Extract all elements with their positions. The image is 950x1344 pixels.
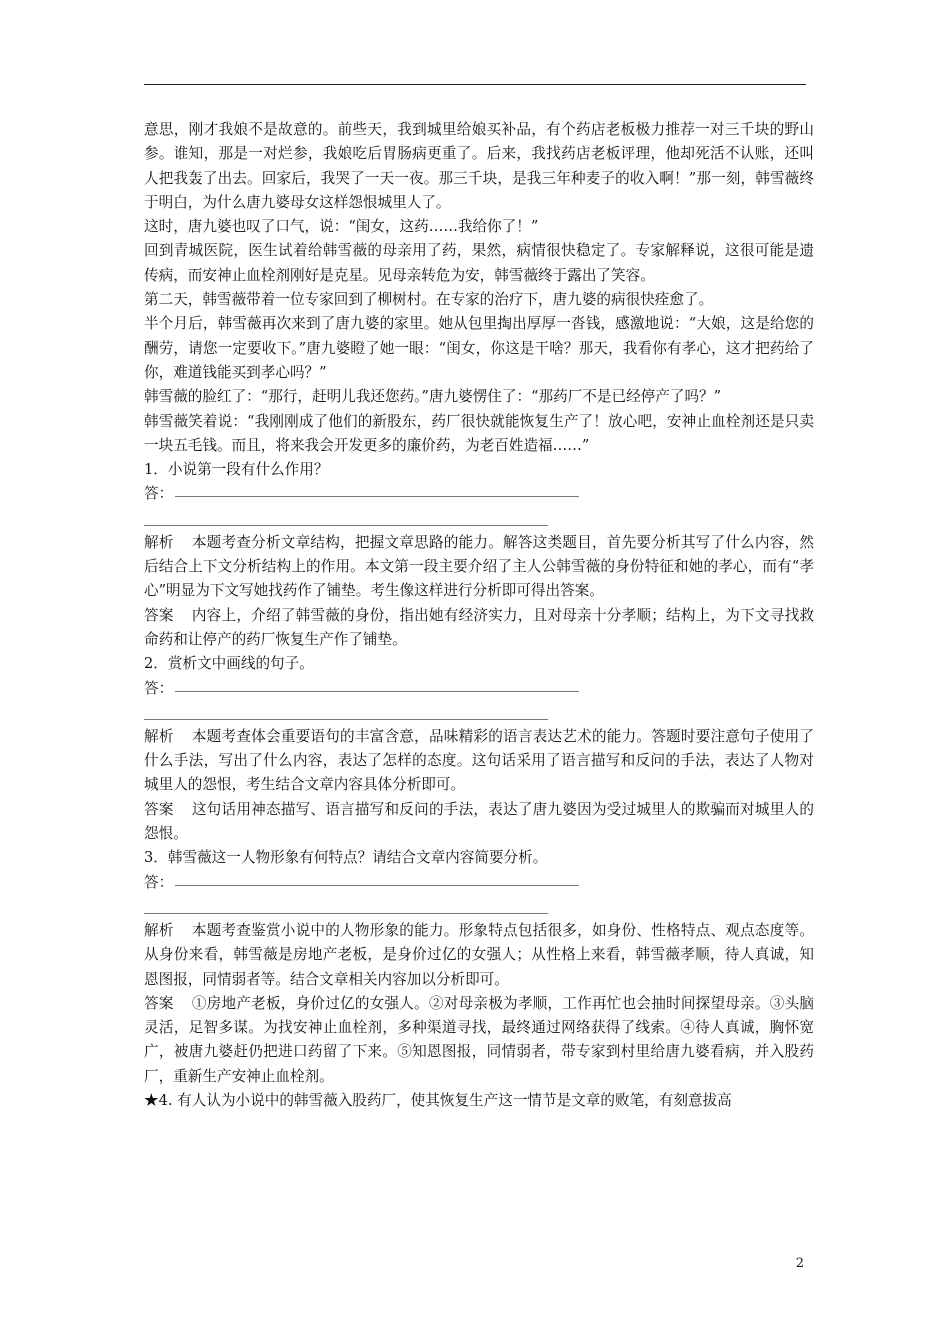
answer-key-2 bbox=[144, 798, 814, 847]
story-paragraph: 半个月后，韩雪薇再次来到了唐九婆的家里。她从包里掏出厚厚一沓钱，感激地说：“大娘，这是给您的酬劳，请您一定要收下。”唐九婆瞪了她一眼：“闺女，你这是干啥？那天，我看你有孝心，这才把药给了你，难道钱能买到孝心吗？” bbox=[144, 315, 814, 381]
question-4: ★4. 有人认为小说中的韩雪薇入股药厂，使其恢复生产这一情节是文章的败笔，有刻意拔高 bbox=[144, 1091, 732, 1109]
header-rule bbox=[144, 84, 806, 85]
question-3: 3．韩雪薇这一人物形象有何特点？请结合文章内容简要分析。 bbox=[144, 849, 548, 867]
answer-prompt-3 bbox=[144, 871, 814, 895]
analysis-label: 解析 bbox=[144, 921, 174, 939]
story-paragraph: 韩雪薇的脸红了：“那行，赶明儿我还您药。”唐九婆愣住了：“那药厂不是已经停产了吗？” bbox=[144, 388, 722, 406]
answer-blank-line[interactable] bbox=[175, 482, 579, 497]
story-paragraph: 回到青城医院，医生试着给韩雪薇的母亲用了药，果然，病情很快稳定了。专家解释说，这很可能是遗传病，而安神止血栓剂刚好是克星。见母亲转危为安，韩雪薇终于露出了笑容。 bbox=[144, 242, 814, 284]
analysis-label: 解析 bbox=[144, 533, 174, 551]
analysis-label: 解析 bbox=[144, 727, 174, 745]
question-1: 1．小说第一段有什么作用？ bbox=[144, 461, 329, 479]
page-number: 2 bbox=[795, 1256, 804, 1271]
analysis-2 bbox=[144, 725, 814, 798]
analysis-text: 本题考查鉴赏小说中的人物形象的能力。形象特点包括很多，如身份、性格特点、观点态度等。从身份来看，韩雪薇是房地产老板，是身价过亿的女强人；从性格上来看，韩雪薇孝顺，待人真诚，知恩图报，同情弱者等。结合文章相关内容加以分析即可。 bbox=[144, 921, 814, 988]
question-2: 2．赏析文中画线的句子。 bbox=[144, 655, 314, 673]
answer-key-3 bbox=[144, 992, 814, 1089]
analysis-1 bbox=[144, 531, 814, 604]
document-body bbox=[144, 118, 814, 1113]
analysis-text: 本题考查分析文章结构，把握文章思路的能力。解答这类题目，首先要分析其写了什么内容，然后结合上下文分析结构上的作用。本文第一段主要介绍了主人公韩雪薇的身份特征和她的孝心，而有“孝心”明显为下文写她找药作了铺垫。考生像这样进行分析即可得出答案。 bbox=[144, 533, 814, 600]
story-paragraph: 这时，唐九婆也叹了口气，说：“闺女，这药……我给你了！” bbox=[144, 218, 539, 236]
answer-key-1 bbox=[144, 604, 814, 653]
story-paragraph: 意思，刚才我娘不是故意的。前些天，我到城里给娘买补品，有个药店老板极力推荐一对三千块的野山参。谁知，那是一对烂参，我娘吃后胃肠病更重了。后来，我找药店老板评理，他却死活不认账，还叫人把我轰了出去。回家后，我哭了一天一夜。那三千块，是我三年种麦子的收入啊！”那一刻，韩雪薇终于明白，为什么唐九婆母女这样怨恨城里人了。 bbox=[144, 121, 814, 211]
analysis-3 bbox=[144, 919, 814, 992]
answer-label: 答： bbox=[144, 485, 174, 503]
answer-blank-line[interactable] bbox=[144, 507, 548, 526]
story-paragraph: 韩雪薇笑着说：“我刚刚成了他们的新股东，药厂很快就能恢复生产了！放心吧，安神止血栓剂还是只卖一块五毛钱。而且，将来我会开发更多的廉价药，为老百姓造福……” bbox=[144, 412, 814, 454]
answer-blank-line[interactable] bbox=[144, 895, 548, 914]
answer-blank-line[interactable] bbox=[175, 677, 579, 692]
answer-key-label: 答案 bbox=[144, 606, 174, 624]
answer-label: 答： bbox=[144, 679, 174, 697]
answer-key-text: 内容上，介绍了韩雪薇的身份，指出她有经济实力，且对母亲十分孝顺；结构上，为下文寻找救命药和让停产的药厂恢复生产作了铺垫。 bbox=[144, 606, 814, 648]
answer-prompt-1 bbox=[144, 482, 814, 506]
answer-label: 答： bbox=[144, 873, 174, 891]
answer-prompt-2 bbox=[144, 677, 814, 701]
answer-key-text: 这句话用神态描写、语言描写和反问的手法，表达了唐九婆因为受过城里人的欺骗而对城里人的怨恨。 bbox=[144, 800, 814, 843]
analysis-text: 本题考查体会重要语句的丰富含意，品味精彩的语言表达艺术的能力。答题时要注意句子使用了什么手法，写出了什么内容，表达了怎样的态度。这句话采用了语言描写和反问的手法，表达了人物对城里人的怨恨，考生结合文章内容具体分析即可。 bbox=[144, 727, 814, 794]
answer-key-text: ①房地产老板，身价过亿的女强人。②对母亲极为孝顺，工作再忙也会抽时间探望母亲。③头脑灵活，足智多谋。为找安神止血栓剂，多种渠道寻找，最终通过网络获得了线索。④待人真诚，胸怀宽广，被唐九婆赶仍把进口药留了下来。⑤知恩图报，同情弱者，带专家到村里给唐九婆看病，并入股药厂，重新生产安神止血栓剂。 bbox=[144, 994, 814, 1085]
story-paragraph: 第二天，韩雪薇带着一位专家回到了柳树村。在专家的治疗下，唐九婆的病很快痊愈了。 bbox=[144, 291, 714, 309]
answer-blank-line[interactable] bbox=[144, 701, 548, 720]
answer-key-label: 答案 bbox=[144, 800, 174, 818]
answer-key-label: 答案 bbox=[144, 994, 174, 1012]
answer-blank-line[interactable] bbox=[175, 871, 579, 886]
